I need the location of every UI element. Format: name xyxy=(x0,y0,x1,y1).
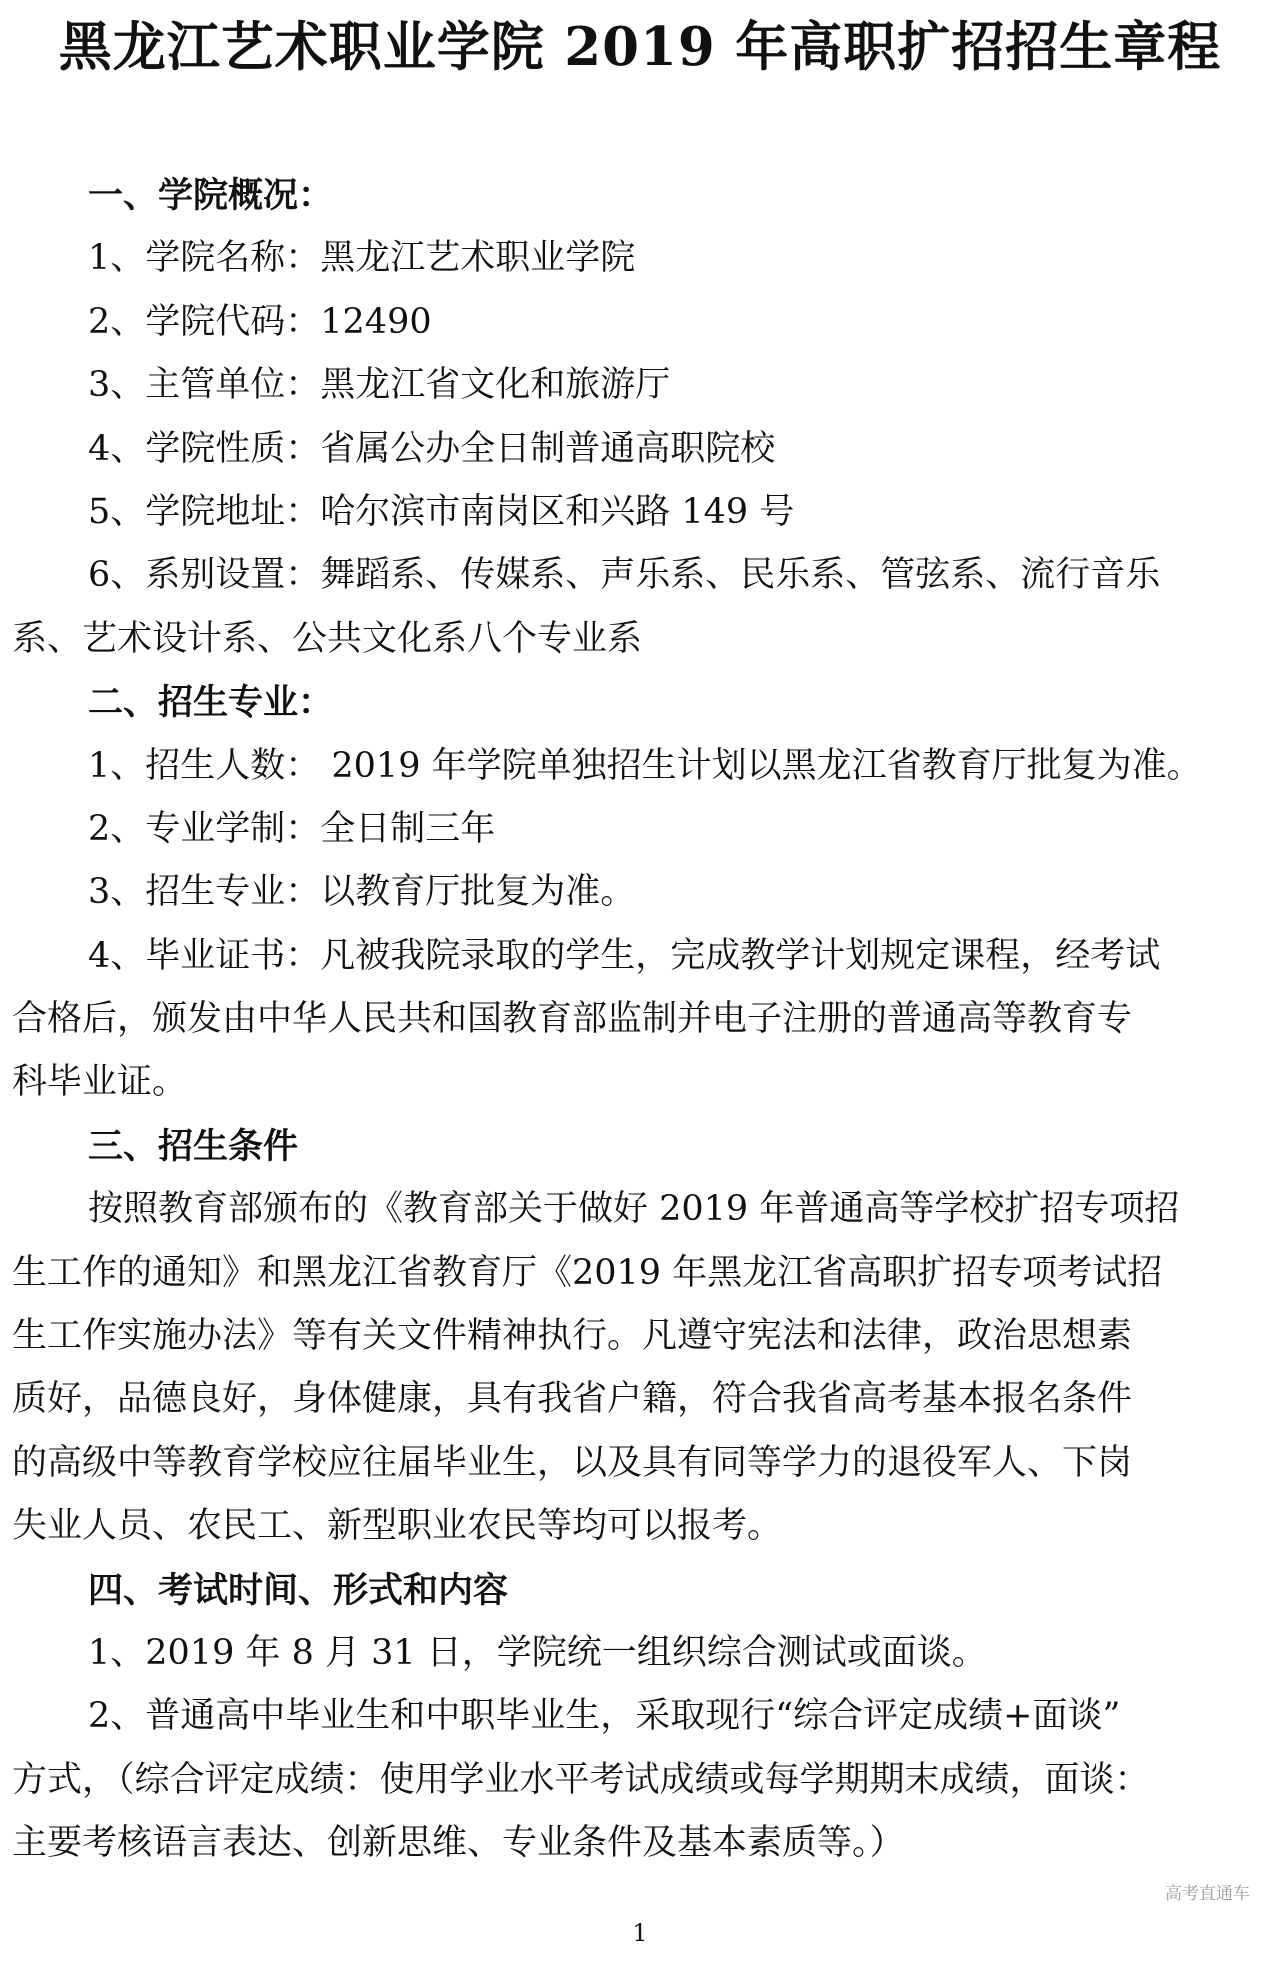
paragraph-line: 6、系别设置：舞蹈系、传媒系、声乐系、民乐系、管弦系、流行音乐 xyxy=(88,555,1161,596)
section-heading-exam: 四、考试时间、形式和内容 xyxy=(88,1569,509,1611)
paragraph-line: 3、主管单位：黑龙江省文化和旅游厅 xyxy=(88,365,671,406)
paragraph-line: 主要考核语言表达、创新思维、专业条件及基本素质等。） xyxy=(12,1823,905,1864)
page-number: 1 xyxy=(632,1919,648,1947)
section-heading-majors: 二、招生专业： xyxy=(88,682,334,724)
paragraph-line: 1、招生人数： 2019 年学院单独招生计划以黑龙江省教育厅批复为准。 xyxy=(88,745,1202,786)
paragraph-line: 方式，（综合评定成绩：使用学业水平考试成绩或每学期期末成绩，面谈： xyxy=(12,1759,1150,1800)
paragraph-line: 合格后，颁发由中华人民共和国教育部监制并电子注册的普通高等教育专 xyxy=(12,999,1133,1040)
paragraph-line: 质好，品德良好，身体健康，具有我省户籍，符合我省高考基本报名条件 xyxy=(12,1379,1133,1420)
section-heading-conditions: 三、招生条件 xyxy=(88,1125,299,1167)
paragraph-line: 2、普通高中毕业生和中职毕业生，采取现行“综合评定成绩+面谈” xyxy=(88,1696,1121,1737)
paragraph-line: 科毕业证。 xyxy=(12,1062,188,1103)
paragraph-line: 5、学院地址：哈尔滨市南岗区和兴路 149 号 xyxy=(88,491,795,532)
watermark: 高考直通车 xyxy=(1165,1884,1250,1904)
paragraph-line: 1、学院名称：黑龙江艺术职业学院 xyxy=(88,238,636,279)
document-title: 黑龙江艺术职业学院 2019 年高职扩招招生章程 xyxy=(58,16,1222,78)
paragraph-line: 2、专业学制：全日制三年 xyxy=(88,808,496,849)
paragraph-line: 按照教育部颁布的《教育部关于做好 2019 年普通高等学校扩招专项招 xyxy=(88,1189,1180,1230)
section-heading-overview: 一、学院概况： xyxy=(88,175,334,216)
paragraph-line: 1、2019 年 8 月 31 日，学院统一组织综合测试或面谈。 xyxy=(88,1632,987,1673)
paragraph-line: 4、学院性质：省属公办全日制普通高职院校 xyxy=(88,428,776,469)
paragraph-line: 3、招生专业：以教育厅批复为准。 xyxy=(88,872,636,913)
paragraph-line: 2、学院代码：12490 xyxy=(88,301,432,342)
document-body xyxy=(12,164,1268,1876)
paragraph-line: 生工作实施办法》等有关文件精神执行。凡遵守宪法和法律，政治思想素 xyxy=(12,1316,1133,1357)
paragraph-line: 失业人员、农民工、新型职业农民等均可以报考。 xyxy=(12,1506,783,1547)
paragraph-line: 生工作的通知》和黑龙江省教育厅《2019 年黑龙江省高职扩招专项考试招 xyxy=(12,1252,1163,1293)
paragraph-line: 系、艺术设计系、公共文化系八个专业系 xyxy=(12,618,643,659)
paragraph-line: 的高级中等教育学校应往届毕业生，以及具有同等学力的退役军人、下岗 xyxy=(12,1442,1133,1483)
paragraph-line: 4、毕业证书：凡被我院录取的学生，完成教学计划规定课程，经考试 xyxy=(88,935,1161,976)
